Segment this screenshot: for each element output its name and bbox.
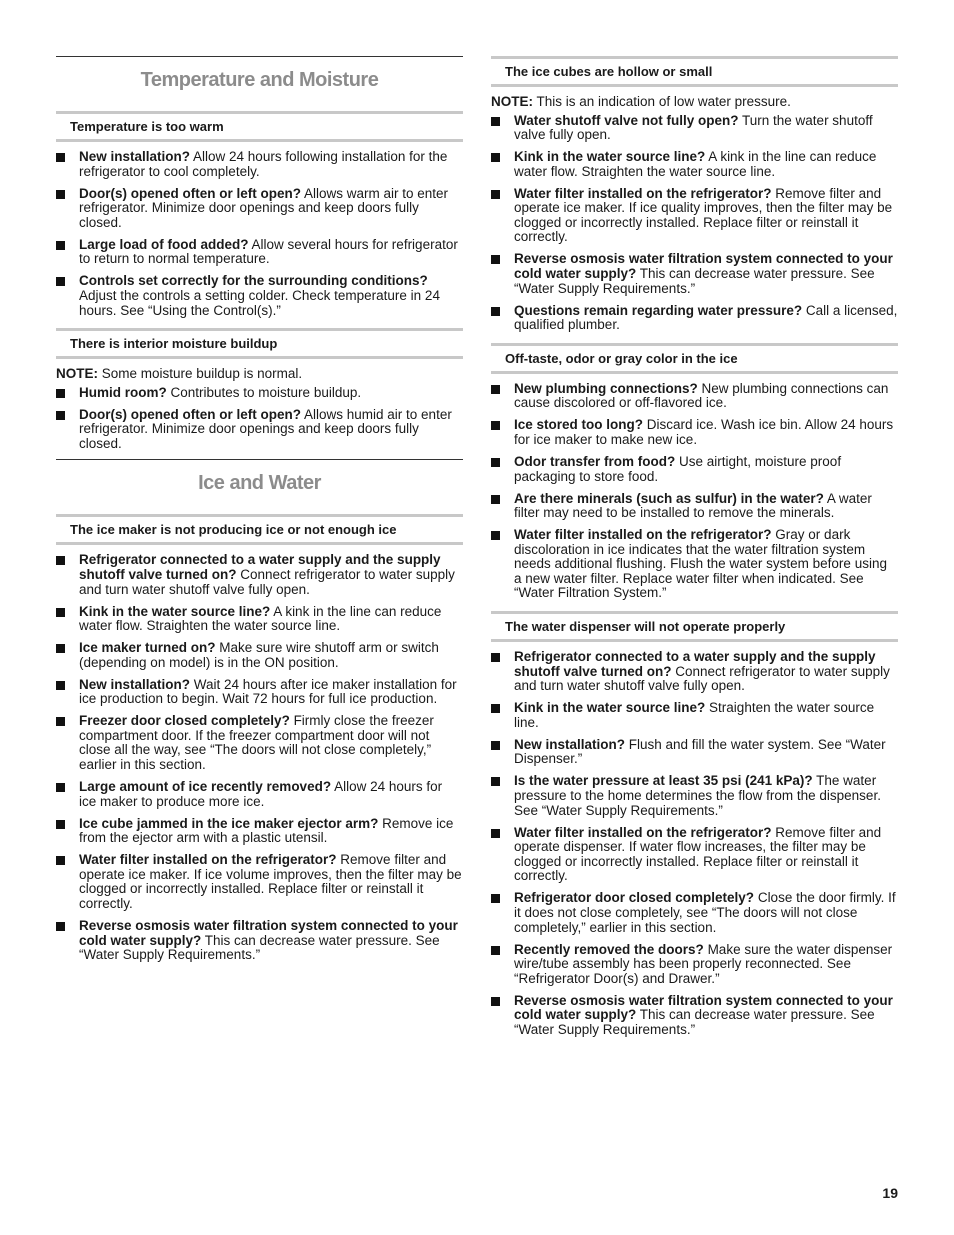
item-question: Ice maker turned on? <box>79 640 216 656</box>
item-question: Controls set correctly for the surrounding conditions? <box>79 273 428 289</box>
list-item <box>56 238 463 267</box>
item-answer: Remove filter and operate ice maker. If ice volume improves, then the filter may be clogged or incorrectly installed. Replace filter or reinstall it correctly. <box>79 852 462 911</box>
list-item <box>491 382 898 411</box>
item-question: Large load of food added? <box>79 236 249 252</box>
square-bullet-icon <box>491 829 500 838</box>
left-column <box>56 56 463 971</box>
list-item <box>56 780 463 809</box>
list-item <box>491 738 898 767</box>
item-answer: Firmly close the freezer compartment door. If the freezer compartment door will not close all the way, see “The doors will not close completely,” earlier in this section. <box>79 713 434 773</box>
item-answer: Wait 24 hours after ice maker installation for ice production to begin. Wait 72 hours for full ice production. <box>79 676 457 707</box>
list-item <box>56 853 463 911</box>
item-question: Humid room? <box>79 384 167 400</box>
item-answer: A water filter may need to be installed to remove the minerals. <box>514 490 872 521</box>
item-answer: This can decrease water pressure. See “Water Supply Requirements.” <box>514 1007 875 1037</box>
square-bullet-icon <box>56 241 65 250</box>
item-answer: Connect refrigerator to water supply and turn water shutoff valve fully open. <box>79 566 455 597</box>
list-item <box>491 150 898 179</box>
item-answer: This can decrease water pressure. See “Water Supply Requirements.” <box>79 932 440 963</box>
item-question: Kink in the water source line? <box>514 149 706 165</box>
square-bullet-icon <box>491 307 500 316</box>
square-bullet-icon <box>56 856 65 865</box>
square-bullet-icon <box>491 421 500 430</box>
item-question: Refrigerator connected to a water supply and the supply shutoff valve turned on? <box>79 552 441 582</box>
item-question: Water filter installed on the refrigerator? <box>514 185 772 201</box>
list-item <box>56 386 463 401</box>
troubleshooting-list <box>491 114 898 333</box>
item-answer: A kink in the line can reduce water flow. Straighten the water source line. <box>514 149 877 179</box>
list-item <box>491 826 898 884</box>
item-answer: Contributes to moisture buildup. <box>166 384 362 400</box>
item-question: Refrigerator connected to a water supply and the supply shutoff valve turned on? <box>514 649 876 679</box>
item-question: Recently removed the doors? <box>514 941 704 957</box>
item-answer: Adjust the controls a setting colder. Check temperature in 24 hours. See “Using the Control(s).” <box>79 287 440 318</box>
list-item <box>56 553 463 597</box>
subsection-heading: The ice cubes are hollow or small <box>491 56 898 87</box>
subsection-heading: There is interior moisture buildup <box>56 328 463 359</box>
item-question: Large amount of ice recently removed? <box>79 779 332 795</box>
list-item <box>56 714 463 772</box>
square-bullet-icon <box>491 894 500 903</box>
square-bullet-icon <box>56 153 65 162</box>
list-item <box>56 187 463 231</box>
item-answer: Make sure the water dispenser wire/tube assembly has been properly reconnected. See “Refrigerator Door(s) and Drawer.” <box>514 941 893 986</box>
list-item <box>56 678 463 707</box>
item-question: Are there minerals (such as sulfur) in the water? <box>514 490 824 506</box>
subsection-heading: The water dispenser will not operate properly <box>491 611 898 642</box>
list-item <box>56 817 463 846</box>
square-bullet-icon <box>56 608 65 617</box>
item-question: Reverse osmosis water filtration system connected to your cold water supply? <box>514 251 893 282</box>
subsection-heading: The ice maker is not producing ice or not enough ice <box>56 514 463 545</box>
item-answer: Allow 24 hours for ice maker to produce more ice. <box>79 779 443 809</box>
square-bullet-icon <box>491 997 500 1006</box>
list-item <box>56 605 463 634</box>
square-bullet-icon <box>56 556 65 565</box>
troubleshooting-list <box>491 650 898 1037</box>
square-bullet-icon <box>491 946 500 955</box>
square-bullet-icon <box>491 531 500 540</box>
item-answer: Make sure wire shutoff arm or switch (depending on model) is in the ON position. <box>79 640 439 670</box>
square-bullet-icon <box>56 681 65 690</box>
troubleshooting-list <box>491 382 898 601</box>
item-question: Door(s) opened often or left open? <box>79 185 301 201</box>
list-item <box>491 650 898 694</box>
item-answer: Remove filter and operate dispenser. If water flow increases, the filter may be clogged or incorrectly installed. Replace filter or reinstall it correctly. <box>514 824 882 884</box>
item-answer: The water pressure to the home determines the flow from the dispenser. See “Water Supply Requirements.” <box>514 773 881 818</box>
item-question: New installation? <box>79 149 191 164</box>
troubleshooting-list <box>56 386 463 452</box>
list-item <box>56 150 463 179</box>
list-item <box>491 774 898 818</box>
note-label: NOTE: <box>56 366 98 382</box>
item-question: Kink in the water source line? <box>514 700 706 716</box>
list-item <box>491 701 898 730</box>
note <box>56 367 463 382</box>
item-answer: Call a licensed, qualified plumber. <box>514 302 898 333</box>
note-text: This is an indication of low water pressure. <box>533 94 791 109</box>
item-question: Ice stored too long? <box>514 417 644 433</box>
list-item <box>491 187 898 245</box>
item-answer: Flush and fill the water system. See “Water Dispenser.” <box>514 736 886 767</box>
troubleshooting-list <box>56 150 463 318</box>
subsection-heading: Temperature is too warm <box>56 111 463 142</box>
square-bullet-icon <box>491 190 500 199</box>
item-question: Refrigerator door closed completely? <box>514 890 755 906</box>
item-question: Water shutoff valve not fully open? <box>514 112 739 128</box>
square-bullet-icon <box>491 653 500 662</box>
list-item <box>491 304 898 333</box>
item-question: New installation? <box>514 736 626 752</box>
list-item <box>491 994 898 1038</box>
item-question: Ice cube jammed in the ice maker ejector arm? <box>79 815 379 831</box>
item-question: Water filter installed on the refrigerator? <box>514 824 772 840</box>
list-item <box>491 528 898 601</box>
item-answer: Allows warm air to enter refrigerator. Minimize door openings and keep doors fully closed. <box>79 185 449 230</box>
section-header <box>56 459 463 504</box>
square-bullet-icon <box>56 389 65 398</box>
item-question: Odor transfer from food? <box>514 453 676 469</box>
item-answer: New plumbing connections can cause discolored or off-flavored ice. <box>514 380 889 411</box>
item-answer: Connect refrigerator to water supply and turn water shutoff valve fully open. <box>514 663 890 694</box>
note-label: NOTE: <box>491 94 533 109</box>
item-question: Water filter installed on the refrigerator? <box>79 852 337 868</box>
section-title: Ice and Water <box>198 472 321 495</box>
list-item <box>491 455 898 484</box>
item-question: New installation? <box>79 676 191 692</box>
item-answer: Allow 24 hours following installation for the refrigerator to cool completely. <box>79 149 448 179</box>
square-bullet-icon <box>491 385 500 394</box>
item-question: Questions remain regarding water pressure? <box>514 302 803 318</box>
section-header <box>56 56 463 101</box>
note-text: Some moisture buildup is normal. <box>98 366 303 382</box>
list-item <box>56 408 463 452</box>
square-bullet-icon <box>56 277 65 286</box>
item-answer: Straighten the water source line. <box>514 700 875 730</box>
list-item <box>56 919 463 963</box>
item-answer: Remove filter and operate ice maker. If ice quality improves, then the filter may be clogged or incorrectly installed. Replace filter or reinstall it correctly. <box>514 185 893 245</box>
list-item <box>491 114 898 143</box>
subsection-heading: Off-taste, odor or gray color in the ice <box>491 343 898 374</box>
item-answer: Allow several hours for refrigerator to return to normal temperature. <box>79 236 458 267</box>
right-column <box>491 56 898 1045</box>
item-question: Reverse osmosis water filtration system connected to your cold water supply? <box>514 992 893 1023</box>
list-item <box>491 418 898 447</box>
item-question: Door(s) opened often or left open? <box>79 406 301 422</box>
item-question: New plumbing connections? <box>514 380 698 396</box>
square-bullet-icon <box>491 704 500 713</box>
square-bullet-icon <box>56 783 65 792</box>
item-question: Kink in the water source line? <box>79 603 271 619</box>
item-answer: Discard ice. Wash ice bin. Allow 24 hours for ice maker to make new ice. <box>514 417 894 447</box>
square-bullet-icon <box>56 644 65 653</box>
item-answer: Allows humid air to enter refrigerator. Minimize door openings and keep doors fully closed. <box>79 406 452 451</box>
square-bullet-icon <box>491 458 500 467</box>
square-bullet-icon <box>491 153 500 162</box>
item-answer: This can decrease water pressure. See “Water Supply Requirements.” <box>514 266 875 296</box>
item-question: Reverse osmosis water filtration system connected to your cold water supply? <box>79 917 458 948</box>
square-bullet-icon <box>491 741 500 750</box>
square-bullet-icon <box>56 190 65 199</box>
item-question: Water filter installed on the refrigerator? <box>514 527 772 543</box>
item-answer: Close the door firmly. If it does not close completely, see “The doors will not close completely,” earlier in this section. <box>514 890 896 935</box>
square-bullet-icon <box>56 717 65 726</box>
item-question: Freezer door closed completely? <box>79 713 290 729</box>
item-question: Is the water pressure at least 35 psi (241 kPa)? <box>514 773 813 789</box>
list-item <box>491 492 898 521</box>
item-answer: Turn the water shutoff valve fully open. <box>514 112 873 143</box>
troubleshooting-list <box>56 553 463 962</box>
square-bullet-icon <box>56 820 65 829</box>
section-title: Temperature and Moisture <box>140 69 379 91</box>
item-answer: Gray or dark discoloration in ice indicates that the water filtration system needs additional flushing. Flush the water system before using a new water filter. Replace water filter when indicated. See “Water Filtration System.” <box>514 527 887 601</box>
list-item <box>56 641 463 670</box>
note <box>491 95 898 110</box>
item-answer: Remove ice from the ejector arm with a plastic utensil. <box>79 815 454 846</box>
list-item <box>56 274 463 318</box>
list-item <box>491 943 898 987</box>
page-number: 19 <box>882 1185 898 1201</box>
square-bullet-icon <box>491 777 500 786</box>
square-bullet-icon <box>491 495 500 504</box>
square-bullet-icon <box>56 411 65 420</box>
square-bullet-icon <box>56 922 65 931</box>
list-item <box>491 252 898 296</box>
square-bullet-icon <box>491 255 500 264</box>
item-answer: Use airtight, moisture proof packaging to store food. <box>514 453 842 484</box>
list-item <box>491 891 898 935</box>
square-bullet-icon <box>491 117 500 126</box>
item-answer: A kink in the line can reduce water flow. Straighten the water source line. <box>79 603 442 634</box>
